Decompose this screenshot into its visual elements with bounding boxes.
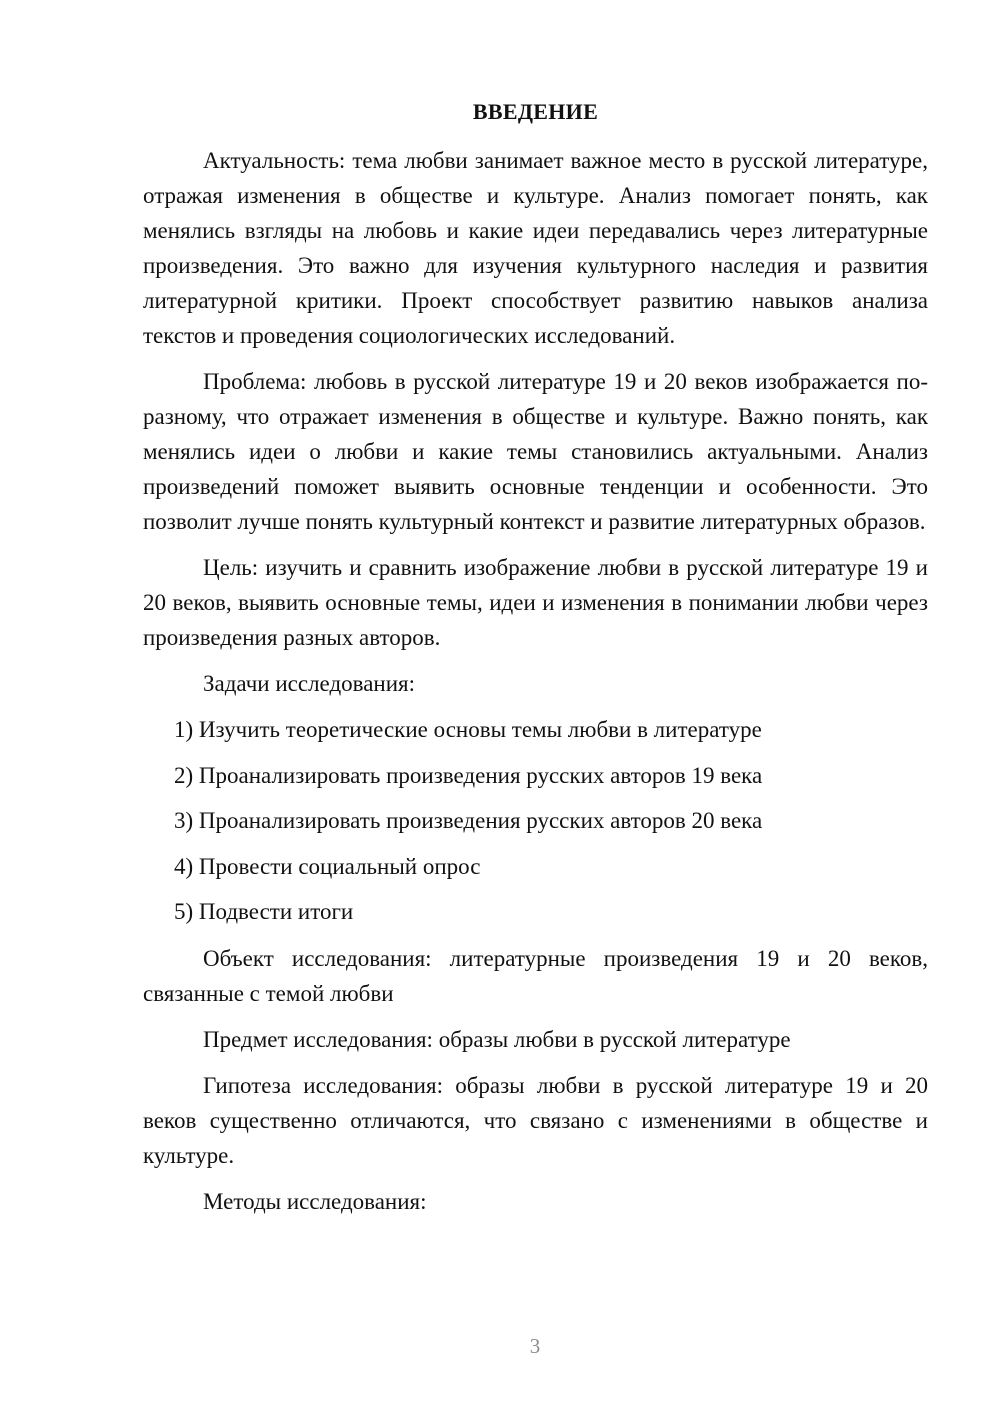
list-item: 5) Подвести итоги <box>174 899 354 924</box>
paragraph-goal: Цель: изучить и сравнить изображение любви в русской литературе 19 и 20 веков, выявить основные темы, идеи и изменения в понимании любви через произведения разных авторов. <box>143 555 928 650</box>
page-number: 3 <box>529 1334 541 1358</box>
paragraph-problem: Проблема: любовь в русской литературе 19 и 20 веков изображается по-разному, что отражает изменения в обществе и культуре. Важно понять, как менялись идеи о любви и какие темы становились актуальными. Анализ произведений поможет выявить основные тенденции и особенности. Это позволит лучше понять культурный контекст и развитие литературных образов. <box>143 369 928 534</box>
list-item: 3) Проанализировать произведения русских авторов 20 века <box>174 808 763 833</box>
list-item: 2) Проанализировать произведения русских авторов 19 века <box>174 762 763 788</box>
list-item: 1) Изучить теоретические основы темы любви в литературе <box>174 717 762 742</box>
list-item: 4) Провести социальный опрос <box>174 853 481 879</box>
tasks-title: Задачи исследования: <box>203 671 416 696</box>
page-content <box>143 94 928 1230</box>
tasks-list <box>143 712 928 940</box>
section-heading: ВВЕДЕНИЕ <box>472 99 599 124</box>
paragraph-relevance: Актуальность: тема любви занимает важное место в русской литературе, отражая изменения в обществе и культуре. Анализ помогает понять, как менялись взгляды на любовь и какие идеи передавались через литературные произведения. Это важно для изучения культурного наследия и развития литературной критики. Проект способствует развитию навыков анализа текстов и проведения социологических исследований. <box>143 148 928 348</box>
paragraph-object: Объект исследования: литературные произведения 19 и 20 веков, связанные с темой любви <box>143 945 928 1006</box>
methods-title: Методы исследования: <box>203 1188 427 1214</box>
paragraph-subject: Предмет исследования: образы любви в русской литературе <box>203 1026 791 1052</box>
paragraph-hypothesis: Гипотеза исследования: образы любви в русской литературе 19 и 20 веков существенно отличаются, что связано с изменениями в обществе и культуре. <box>143 1072 928 1168</box>
